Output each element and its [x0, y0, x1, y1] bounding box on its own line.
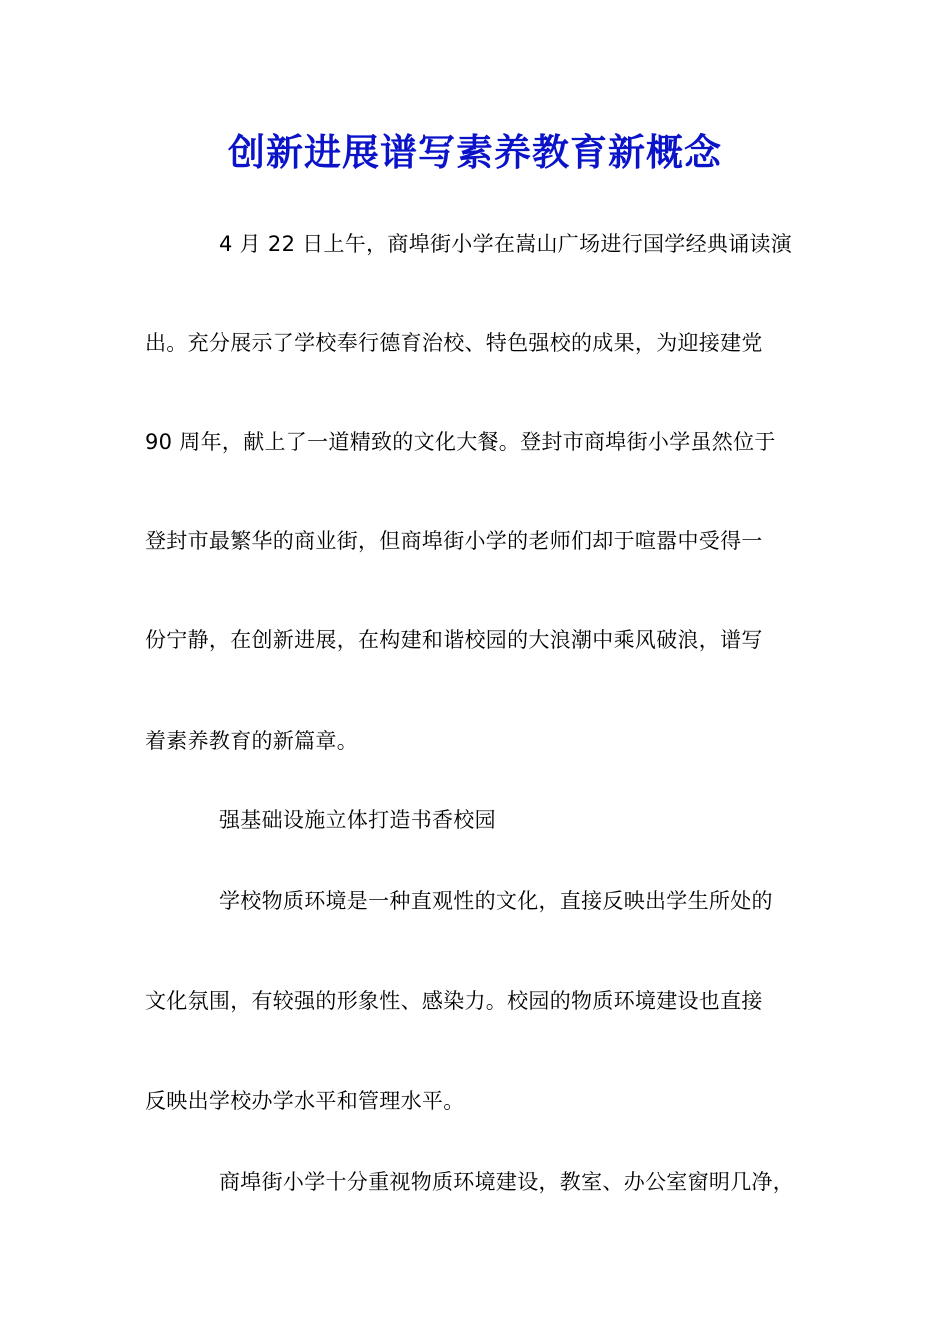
paragraph-line: 份宁静，在创新进展，在构建和谐校园的大浪潮中乘风破浪，谱写 — [145, 628, 763, 652]
paragraph-line: 出。充分展示了学校奉行德育治校、特色强校的成果，为迎接建党 — [145, 331, 763, 355]
paragraph-line: 反映出学校办学水平和管理水平。 — [145, 1089, 465, 1113]
paragraph-line: 4 月 22 日上午，商埠街小学在嵩山广场进行国学经典诵读演 — [219, 232, 793, 256]
paragraph-line: 学校物质环境是一种直观性的文化，直接反映出学生所处的 — [219, 889, 773, 913]
document-title: 创新进展谱写素养教育新概念 — [228, 130, 722, 174]
paragraph-line: 登封市最繁华的商业街，但商埠街小学的老师们却于喧嚣中受得一 — [145, 529, 763, 553]
paragraph-line: 商埠街小学十分重视物质环境建设，教室、办公室窗明几净， — [219, 1170, 795, 1194]
paragraph-line: 着素养教育的新篇章。 — [145, 729, 358, 753]
section-heading: 强基础设施立体打造书香校园 — [219, 808, 496, 832]
paragraph-line: 90 周年，献上了一道精致的文化大餐。登封市商埠街小学虽然位于 — [145, 430, 776, 454]
paragraph-line: 文化氛围，有较强的形象性、感染力。校园的物质环境建设也直接 — [145, 989, 763, 1013]
